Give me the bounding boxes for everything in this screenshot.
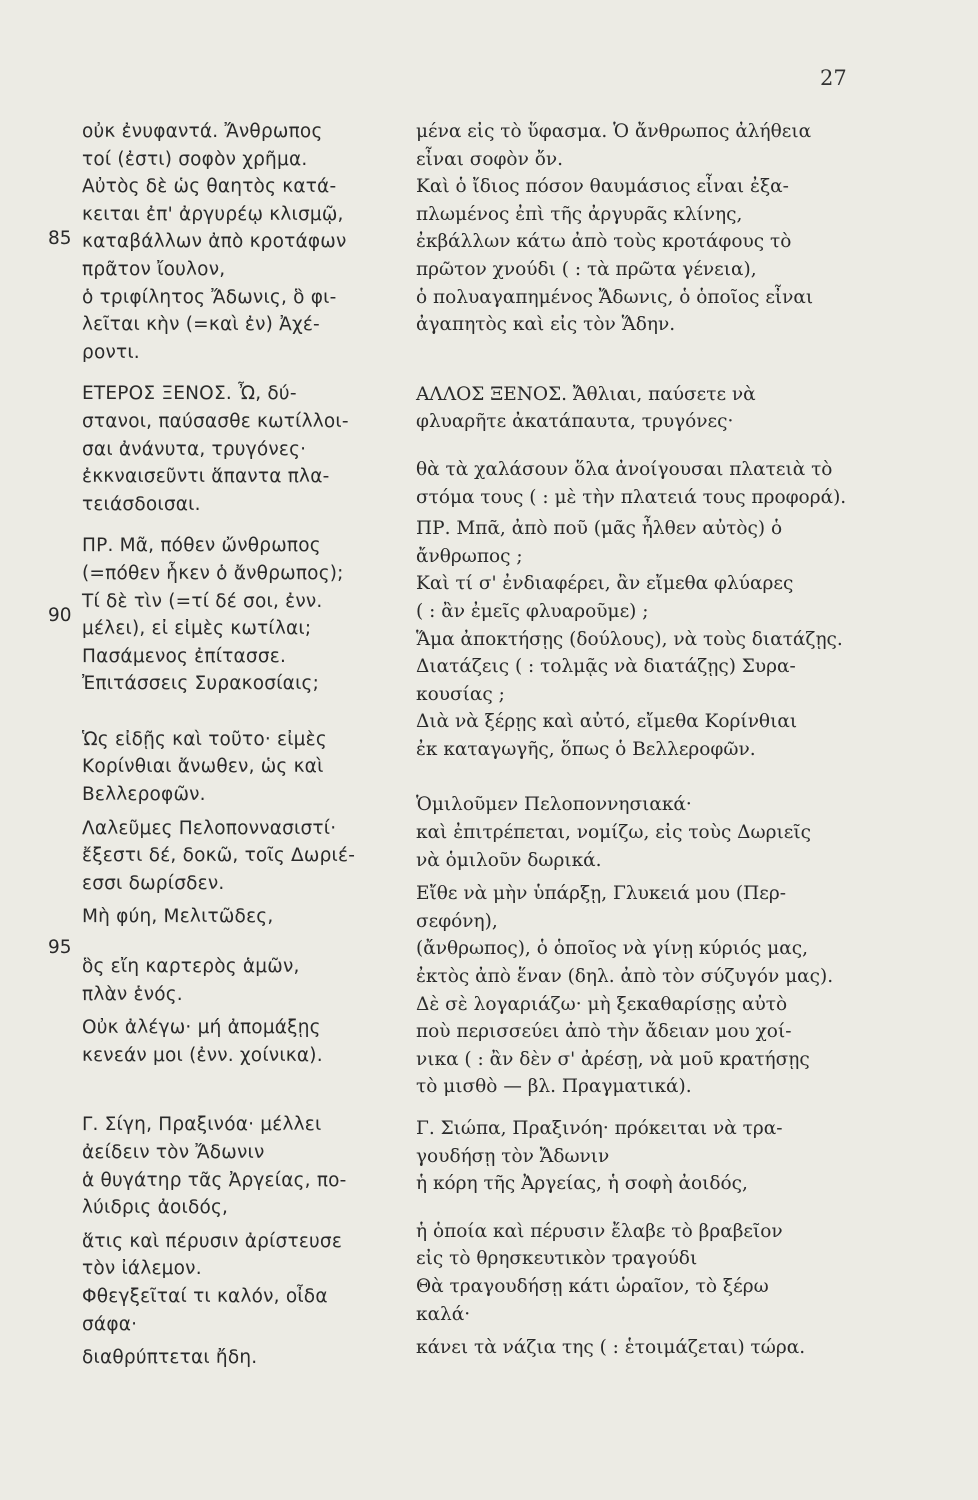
original-text-column xyxy=(82,118,394,1372)
text-line: Ὡς εἰδῇς καὶ τοῦτο· εἰμὲς xyxy=(82,728,327,750)
text-line: ἅτις καὶ πέρυσιν ἀρίστευσε xyxy=(82,1230,343,1252)
text-line: κουσίας ; xyxy=(416,683,505,705)
text-line: πλωμένος ἐπὶ τῆς ἀργυρᾶς κλίνης, xyxy=(416,203,743,225)
text-line: Διατάζεις ( : τολμᾷς νὰ διατάζῃς) Συρα- xyxy=(416,656,796,678)
text-line: ἐκτὸς ἀπὸ ἕναν (δηλ. ἀπὸ τὸν σύζυγόν μας). xyxy=(416,966,834,988)
translation-column xyxy=(416,118,856,1362)
text-line: τὸν ἰάλεμον. xyxy=(82,1258,202,1280)
text-line: Δὲ σὲ λογαριάζω· μὴ ξεκαθαρίσῃς αὐτὸ xyxy=(416,993,788,1015)
text-line: Διὰ νὰ ξέρῃς καὶ αὐτό, εἴμεθα Κορίνθιαι xyxy=(416,711,798,733)
text-line: τοί (ἐστι) σοφὸν χρῆμα. xyxy=(82,148,308,170)
text-line: καὶ ἐπιτρέπεται, νομίζω, εἰς τοὺς Δωριεῖς xyxy=(416,822,811,844)
text-line: Φθεγξεῖταί τι καλόν, οἶδα xyxy=(82,1285,328,1307)
page-number: 27 xyxy=(820,66,847,90)
text-line: Καὶ τί σ' ἐνδιαφέρει, ἂν εἴμεθα φλύαρες xyxy=(416,573,794,595)
text-line: σαι ἀνάνυτα, τρυγόνες· xyxy=(82,438,307,460)
text-line: ὁ τριφίλητος Ἄδωνις, ὃ φι- xyxy=(82,286,337,308)
text-line: ὁ πολυαγαπημένος Ἄδωνις, ὁ ὁποῖος εἶναι xyxy=(416,286,814,308)
text-line: Μὴ φύη, Μελιτῶδες, xyxy=(82,906,274,928)
text-line: στόμα τους ( : μὲ τὴν πλατειά τους προφορά). xyxy=(416,486,847,508)
text-line: ΕΤΕΡΟΣ ΞΕΝΟΣ. Ὦ, δύ- xyxy=(82,383,297,405)
text-line: ἡ ὁποία καὶ πέρυσιν ἔλαβε τὸ βραβεῖον xyxy=(416,1220,783,1242)
text-line: ΠΡ. Μπᾶ, ἀπὸ ποῦ (μᾶς ἦλθεν αὐτὸς) ὁ xyxy=(416,518,783,540)
text-line: Ἅμα ἀποκτήσῃς (δούλους), νὰ τοὺς διατάζῃς. xyxy=(416,628,843,650)
text-line: λύιδρις ἀοιδός, xyxy=(82,1197,229,1219)
text-line: ΑΛΛΟΣ ΞΕΝΟΣ. Ἄθλιαι, παύσετε νὰ xyxy=(416,383,756,405)
text-line: ἁ θυγάτηρ τᾶς Ἀργείας, πο- xyxy=(82,1169,347,1191)
text-line: εἰς τὸ θρησκευτικὸν τραγούδι xyxy=(416,1248,698,1270)
text-line: διαθρύπτεται ἤδη. xyxy=(82,1347,258,1369)
text-line: στανοι, παύσασθε κωτίλλοι- xyxy=(82,410,349,432)
text-line: καταβάλλων ἀπὸ κροτάφων xyxy=(82,231,347,253)
text-line: Τί δὲ τὶν (=τί δέ σοι, ἐνν. xyxy=(82,590,323,612)
text-line: μέλει), εἰ εἰμὲς κωτίλαι; xyxy=(82,618,312,640)
text-line: κενεάν μοι (ἐνν. χοίνικα). xyxy=(82,1044,323,1066)
text-line: (ἄνθρωπος), ὁ ὁποῖος νὰ γίνῃ κύριός μας, xyxy=(416,938,808,960)
text-line: πρᾶτον ἴουλον, xyxy=(82,258,226,280)
text-line: καλά· xyxy=(416,1303,471,1325)
text-line: Ἐπιτάσσεις Συρακοσίαις; xyxy=(82,673,320,695)
text-line: ἀείδειν τὸν Ἄδωνιν xyxy=(82,1142,265,1163)
text-line: γουδήσῃ τὸν Ἄδωνιν xyxy=(416,1145,610,1167)
text-line: θὰ τὰ χαλάσουν ὅλα ἀνοίγουσαι πλατειὰ τὸ xyxy=(416,458,833,480)
text-line: κειται ἐπ' ἀργυρέῳ κλισμῷ, xyxy=(82,203,344,225)
text-line: Εἴθε νὰ μὴν ὑπάρξῃ, Γλυκειά μου (Περ- xyxy=(416,883,786,905)
text-line: σάφα· xyxy=(82,1313,138,1335)
text-line: Θὰ τραγουδήσῃ κάτι ὡραῖον, τὸ ξέρω xyxy=(416,1275,769,1297)
text-line: ἐκβάλλων κάτω ἀπὸ τοὺς κροτάφους τὸ xyxy=(416,231,792,253)
text-line: ἀγαπητὸς καὶ εἰς τὸν Ἅδην. xyxy=(416,314,676,336)
text-line: Λαλεῦμες Πελοποννασιστί· xyxy=(82,817,337,839)
text-line: οὐκ ἐνυφαντά. Ἄνθρωπος xyxy=(82,121,323,142)
text-line: πρῶτον χνούδι ( : τὰ πρῶτα γένεια), xyxy=(416,258,757,280)
text-line: φλυαρῆτε ἀκατάπαυτα, τρυγόνες· xyxy=(416,411,734,433)
text-line: μένα εἰς τὸ ὕφασμα. Ὁ ἄνθρωπος ἀλήθεια xyxy=(416,121,812,142)
text-line: Πασάμενος ἐπίτασσε. xyxy=(82,645,287,667)
line-number-85: 85 xyxy=(48,228,72,249)
text-line: νικα ( : ἂν δὲν σ' ἀρέσῃ, νὰ μοῦ κρατήσῃς xyxy=(416,1048,810,1070)
text-line: Ὁμιλοῦμεν Πελοποννησιακά· xyxy=(416,794,692,816)
text-line: (=πόθεν ἧκεν ὁ ἄνθρωπος); xyxy=(82,562,344,584)
text-line: ὃς εἴη καρτερὸς ἁμῶν, xyxy=(82,956,300,978)
text-line: Αὐτὸς δὲ ὡς θαητὸς κατά- xyxy=(82,176,337,198)
text-line: τὸ μισθὸ — βλ. Πραγματικά). xyxy=(416,1076,692,1098)
text-line: ἐκκναισεῦντι ἅπαντα πλα- xyxy=(82,466,330,488)
text-line: ροντι. xyxy=(82,341,140,363)
text-line: νὰ ὁμιλοῦν δωρικά. xyxy=(416,849,602,871)
text-line: λεῖται κὴν (=καὶ ἐν) Ἀχέ- xyxy=(82,314,320,336)
text-line: Βελλεροφῶν. xyxy=(82,784,206,806)
text-line: ἐκ καταγωγῆς, ὅπως ὁ Βελλεροφῶν. xyxy=(416,738,756,760)
text-line: ποὺ περισσεύει ἀπὸ τὴν ἄδειαν μου χοί- xyxy=(416,1021,792,1043)
text-line: Καὶ ὁ ἴδιος πόσον θαυμάσιος εἶναι ἐξα- xyxy=(416,176,789,198)
text-line: σεφόνη), xyxy=(416,910,498,932)
text-line: ἔξεστι δέ, δοκῶ, τοῖς Δωριέ- xyxy=(82,845,356,867)
text-line: τειάσδοισαι. xyxy=(82,493,201,515)
text-line: κάνει τὰ νάζια της ( : ἑτοιμάζεται) τώρα. xyxy=(416,1337,806,1359)
text-line: ἄνθρωπος ; xyxy=(416,545,523,567)
text-line: Οὐκ ἀλέγω· μή ἀπομάξῃς xyxy=(82,1017,321,1039)
text-line: ΠΡ. Μᾶ, πόθεν ὤνθρωπος xyxy=(82,535,321,557)
line-number-95: 95 xyxy=(48,937,72,958)
text-line: Γ. Σιώπα, Πραξινόη· πρόκειται νὰ τρα- xyxy=(416,1118,783,1139)
text-line: ἡ κόρη τῆς Ἀργείας, ἡ σοφὴ ἀοιδός, xyxy=(416,1173,748,1195)
text-line: εσσι δωρίσδεν. xyxy=(82,872,225,894)
text-line: ( : ἂν ἐμεῖς φλυαροῦμε) ; xyxy=(416,600,649,622)
text-line: Κορίνθιαι ἄνωθεν, ὡς καὶ xyxy=(82,756,324,778)
text-line: πλὰν ἑνός. xyxy=(82,983,183,1005)
text-line: εἶναι σοφὸν ὄν. xyxy=(416,148,563,170)
text-line: Γ. Σίγη, Πραξινόα· μέλλει xyxy=(82,1114,322,1136)
line-number-90: 90 xyxy=(48,605,72,626)
